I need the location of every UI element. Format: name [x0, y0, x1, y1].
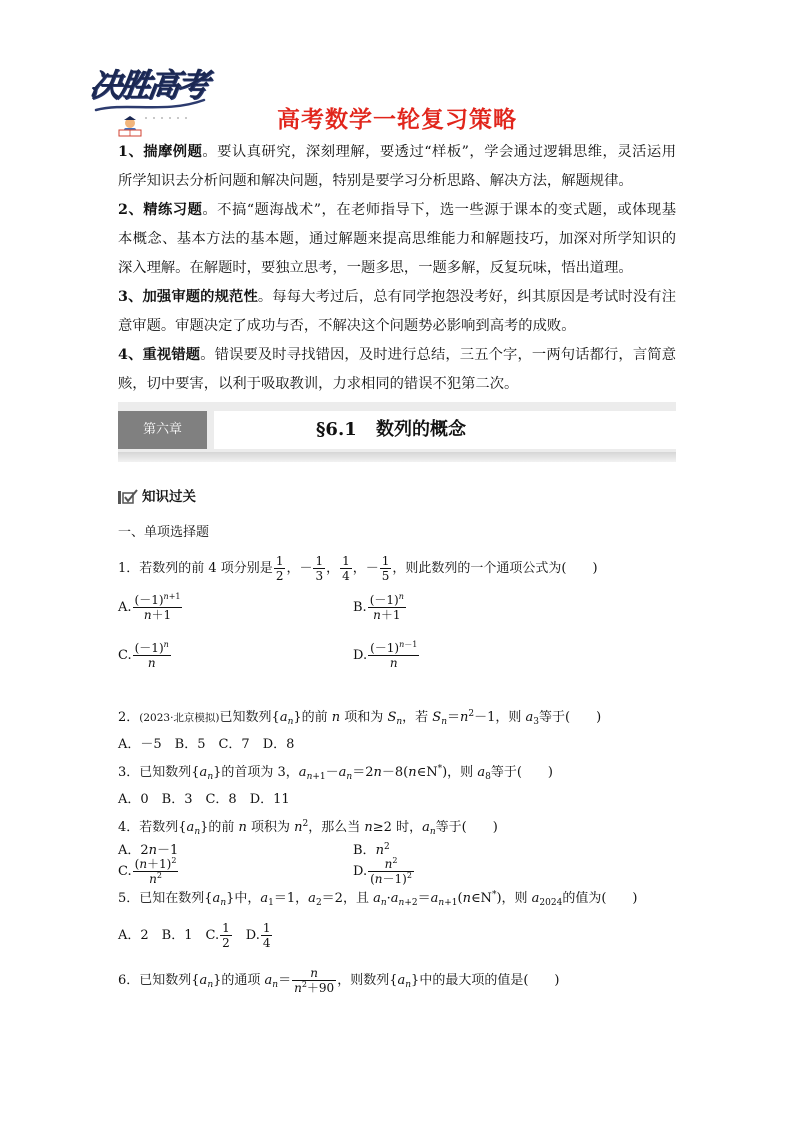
text-run: 项和为 [340, 710, 388, 725]
tip-line [118, 138, 676, 167]
study-tips [118, 138, 676, 399]
subscript: n [306, 772, 313, 782]
text-run: －1，则 [474, 710, 526, 725]
superscript: 2 [302, 819, 309, 829]
tip-heading: 2、精练习题 [118, 202, 203, 218]
superscript: 2 [383, 842, 390, 852]
math-variable: a [531, 891, 540, 906]
text-run: ( [457, 891, 463, 906]
math-variable: n [310, 966, 319, 980]
subscript: n [405, 980, 412, 990]
tip-text: 深入理解。在解题时，要独立思考，一题多思，一题多解，反复玩味，悟出道理。 [118, 260, 633, 276]
subscript: n [207, 772, 214, 782]
math-variable: a [199, 973, 208, 988]
math-variable: n [364, 820, 373, 835]
text-run: 等于( ) [435, 820, 498, 835]
text-run: 2 [275, 569, 284, 583]
fraction-numerator [368, 857, 414, 871]
fraction-denominator [292, 980, 336, 995]
math-variable: S [432, 710, 442, 725]
text-run: 等于( ) [490, 765, 553, 780]
superscript: +1 [168, 592, 181, 601]
section-number: §6.1 [316, 419, 357, 440]
text-run: ( [370, 872, 375, 886]
text-run: － [325, 765, 339, 780]
subscript: n [287, 717, 294, 727]
text-run: ，则此数列的一个通项公式为( ) [392, 561, 598, 576]
tip-4 [118, 341, 676, 399]
math-variable: a [186, 820, 195, 835]
math-variable: S [387, 710, 397, 725]
math-variable: a [260, 891, 269, 906]
fraction-denominator [313, 568, 325, 583]
math-variable: a [264, 973, 273, 988]
text-run: ，若 [402, 710, 433, 725]
text-run: 1 [275, 554, 284, 568]
text-run: }中， [226, 891, 261, 906]
superscript: 2 [301, 980, 307, 989]
subscript: n [438, 898, 445, 908]
text-run: (－1) [370, 641, 400, 655]
math-variable: n [294, 820, 303, 835]
text-run: 2． [118, 710, 140, 725]
text-run: ＋1 [151, 608, 172, 622]
text-run: 1．若数列的前 4 项分别是 [118, 561, 273, 576]
subscript: n [396, 717, 403, 727]
text-run: D. [232, 928, 260, 943]
text-run: －1) [382, 872, 407, 886]
text-run: －1 [157, 843, 179, 858]
superscript: 2 [171, 856, 177, 865]
tip-heading: 1、揣摩例题 [118, 144, 203, 160]
page-title: 高考数学一轮复习策略 [277, 107, 517, 133]
text-run: 3．已知数列{ [118, 765, 200, 780]
fraction [368, 857, 414, 886]
math-variable: n [408, 765, 417, 780]
subscript: 2024 [539, 898, 563, 908]
question-1-options-row-1 [118, 592, 678, 624]
fraction [133, 593, 183, 622]
fraction-numerator [133, 857, 179, 871]
tip-text: 意审题。审题决定了成功与否，不解决这个问题势必影响到高考的成败。 [118, 318, 576, 334]
fraction [133, 641, 171, 670]
superscript: 2 [406, 871, 412, 880]
tip-line [118, 225, 676, 254]
question-3-stem [118, 763, 678, 783]
superscript: * [437, 764, 443, 774]
text-run: B. [353, 600, 367, 615]
text-run: 5 [381, 569, 390, 583]
math-variable: n [389, 656, 398, 670]
banner-strip [118, 452, 676, 462]
math-variable: n [373, 765, 382, 780]
fraction [133, 857, 179, 886]
subscript: n [272, 980, 279, 990]
fraction [261, 921, 273, 950]
question-4-stem [118, 818, 678, 838]
fraction-numerator [368, 641, 419, 655]
tip-text: 。要认真研究，深刻理解，要透过“样板”，学会通过逻辑思维，灵活运用 [202, 144, 676, 160]
fraction-denominator [274, 568, 286, 583]
text-run: 1 [381, 554, 390, 568]
math-variable: n [143, 608, 152, 622]
math-variable: n [139, 857, 148, 871]
subscript: n [380, 898, 387, 908]
option-c [118, 856, 179, 888]
fraction-numerator [220, 921, 232, 935]
text-run: ，那么当 [308, 820, 365, 835]
fraction-numerator [261, 921, 273, 935]
math-variable: n [375, 843, 384, 858]
fraction-numerator [274, 554, 286, 568]
fraction-numerator [133, 593, 183, 607]
fraction [368, 641, 419, 670]
text-run: ＝2 [352, 765, 374, 780]
subscript: n [398, 898, 405, 908]
text-run: 的值为( ) [562, 891, 638, 906]
text-run: }的前 [200, 820, 239, 835]
tip-text: 赅，切中要害，以利于吸取教训，力求相同的错误不犯第二次。 [118, 376, 519, 392]
tip-line [118, 167, 676, 196]
math-variable: a [422, 820, 430, 835]
text-run: }的首项为 3， [213, 765, 299, 780]
text-run: B． [353, 843, 376, 858]
text-run: 等于( ) [539, 710, 602, 725]
fraction-denominator [368, 871, 414, 886]
text-run: ∈N [470, 891, 492, 906]
tip-text: 。每每大考过后，总有同学抱怨没考好，纠其原因是考试时没有注 [257, 289, 676, 305]
text-run: ，－ [286, 561, 313, 576]
math-variable: n [331, 710, 341, 725]
math-variable: a [390, 891, 399, 906]
option-a [118, 592, 183, 624]
section-title: 数列的概念 [376, 419, 466, 440]
math-variable: a [298, 765, 307, 780]
text-run: ＝ [417, 891, 431, 906]
text-run: A．2 B．1 C. [118, 928, 220, 943]
math-variable: a [279, 710, 288, 725]
text-run: D. [353, 648, 368, 663]
question-3-options [118, 790, 678, 810]
fraction-numerator [292, 966, 336, 980]
fraction-denominator [133, 607, 183, 622]
superscript: 2 [392, 856, 398, 865]
subscript: 3 [533, 717, 540, 727]
math-variable: a [430, 891, 439, 906]
text-run: ＝2，且 [321, 891, 374, 906]
text-run: 5．已知在数列{ [118, 891, 213, 906]
fraction-denominator [133, 655, 171, 670]
fraction-denominator [261, 935, 273, 950]
option-d [353, 856, 415, 888]
text-run: A．2 [118, 843, 149, 858]
part-title: 一、单项选择题 [118, 525, 210, 540]
fraction [292, 966, 336, 995]
subscript: 1 [268, 898, 274, 908]
text-run: (－1) [134, 593, 164, 607]
tip-heading: 3、加强审题的规范性 [118, 289, 258, 305]
text-run: ＋90 [306, 981, 335, 995]
tip-1 [118, 138, 676, 196]
tip-text: 本概念、基本方法的基本题，通过解题来提高思维能力和解题技巧，加深对所学知识的 [118, 231, 676, 247]
text-run: · [386, 891, 391, 906]
text-run: 已知数列{ [219, 710, 280, 725]
chapter-label: 第六章 [118, 411, 207, 449]
fraction-denominator [220, 935, 232, 950]
fraction-numerator [340, 554, 352, 568]
option-d [353, 640, 420, 672]
text-run: }中的最大项的值是( ) [411, 973, 560, 988]
tip-line [118, 283, 676, 312]
superscript: n [398, 592, 404, 601]
fraction-denominator [368, 607, 406, 622]
text-run: (－1) [134, 641, 164, 655]
text-run: (2023·北京模拟) [139, 712, 220, 724]
tip-line [118, 370, 676, 399]
fraction-denominator [133, 871, 179, 886]
fraction-numerator [133, 641, 171, 655]
text-run: ，－ [352, 561, 379, 576]
section-heading [214, 411, 676, 449]
fraction-numerator [368, 593, 406, 607]
text-run: C. [118, 864, 132, 879]
fraction [380, 554, 392, 583]
text-run: ， [326, 561, 340, 576]
text-run: 项积为 [246, 820, 295, 835]
superscript: 2 [156, 871, 162, 880]
math-variable: n [384, 857, 393, 871]
tip-3 [118, 283, 676, 341]
text-run: )，则 [496, 891, 532, 906]
option-b [353, 592, 407, 624]
question-5-options [118, 920, 678, 952]
superscript: n [163, 592, 169, 601]
text-run: ＋1 [380, 608, 401, 622]
superscript: n [399, 640, 405, 649]
math-variable: a [373, 891, 381, 906]
question-2-stem [118, 708, 678, 728]
tip-heading: 4、重视错题 [118, 347, 201, 363]
text-run: ，则数列{ [337, 973, 398, 988]
fraction-denominator [380, 568, 392, 583]
text-run: ＋1) [147, 857, 172, 871]
math-variable: a [397, 973, 406, 988]
question-1-options-row-2 [118, 640, 678, 672]
text-run: }的前 [293, 710, 332, 725]
math-variable: n [148, 843, 158, 858]
subscript: n [346, 772, 353, 782]
text-run: D. [353, 864, 368, 879]
math-variable: n [238, 820, 247, 835]
text-run: 1 [222, 921, 230, 935]
math-variable: a [212, 891, 221, 906]
subscript: 2 [315, 898, 322, 908]
question-1-stem [118, 554, 678, 584]
math-variable: n [147, 656, 156, 670]
math-variable: n [374, 872, 383, 886]
text-run: －8( [381, 765, 409, 780]
fraction [313, 554, 325, 583]
fraction [368, 593, 406, 622]
subscript: 8 [485, 772, 491, 782]
text-run: ≥2 时， [372, 820, 423, 835]
subscript: +1 [312, 772, 326, 782]
tip-text: 。错误要及时寻找错因，及时进行总结，三五个字，一两句话都行，言简意 [200, 347, 676, 363]
subscript: n [441, 717, 447, 727]
tip-text: 。不搞“题海战术”，在老师指导下，选一些源于课本的变式题，或体现基 [202, 202, 676, 218]
superscript: 2 [468, 709, 475, 719]
chapter-banner [118, 402, 676, 462]
superscript: * [491, 890, 497, 900]
text-run: ∈N [416, 765, 438, 780]
text-run: 1 [315, 554, 324, 568]
math-variable: n [460, 710, 469, 725]
tip-line [118, 341, 676, 370]
subscript: n [220, 898, 227, 908]
question-5-stem [118, 889, 678, 909]
text-run: 4 [342, 569, 350, 583]
checkbox-icon [118, 489, 138, 505]
text-run: )，则 [442, 765, 478, 780]
subscript: +2 [404, 898, 418, 908]
fraction-numerator [380, 554, 392, 568]
math-variable: a [308, 891, 316, 906]
text-run: ( [134, 857, 140, 871]
math-variable: a [525, 710, 534, 725]
text-run: ＝1， [273, 891, 309, 906]
fraction [274, 554, 286, 583]
text-run: A．－5 B．5 C．7 D．8 [118, 737, 295, 752]
superscript: －1 [404, 640, 418, 649]
text-run: 1 [262, 921, 271, 935]
text-run: 1 [342, 554, 350, 568]
text-run: 6．已知数列{ [118, 973, 200, 988]
superscript: n [163, 640, 169, 649]
text-run: ＝ [446, 710, 460, 725]
tip-2 [118, 196, 676, 283]
subscript: n [207, 980, 214, 990]
question-4-options-row-2 [118, 856, 678, 888]
fraction [340, 554, 352, 583]
fraction-denominator [368, 655, 419, 670]
math-variable: n [149, 872, 157, 886]
question-2-options [118, 735, 678, 755]
text-run: (－1) [369, 593, 399, 607]
text-run: }的通项 [213, 973, 265, 988]
math-variable: n [373, 608, 381, 622]
text-run: 4．若数列{ [118, 820, 187, 835]
tip-line [118, 254, 676, 283]
question-6-stem [118, 965, 678, 997]
fraction-numerator [313, 554, 325, 568]
math-variable: a [477, 765, 486, 780]
text-run: 2 [222, 936, 230, 950]
subscript: n [429, 827, 436, 837]
logo-wordmark: 决胜高考 [87, 66, 209, 104]
fraction-denominator [340, 568, 352, 583]
text-run: 4 [262, 936, 271, 950]
math-variable: n [294, 981, 302, 995]
option-c [118, 640, 172, 672]
text-run: ＝ [278, 973, 292, 988]
subscript: +1 [444, 898, 458, 908]
math-variable: n [462, 891, 471, 906]
fraction [220, 921, 232, 950]
text-run: 3 [315, 569, 324, 583]
section-header-text: 知识过关 [142, 489, 196, 505]
tip-line [118, 312, 676, 341]
text-run: C. [118, 648, 132, 663]
math-variable: a [199, 765, 208, 780]
tip-text: 所学知识去分析问题和解决问题，特别是要学习分析思路、解决方法，解题规律。 [118, 173, 633, 189]
text-run: A. [118, 600, 132, 615]
subscript: n [194, 827, 201, 837]
tip-line [118, 196, 676, 225]
math-variable: a [338, 765, 347, 780]
text-run: A．0 B．3 C．8 D．11 [118, 792, 290, 807]
